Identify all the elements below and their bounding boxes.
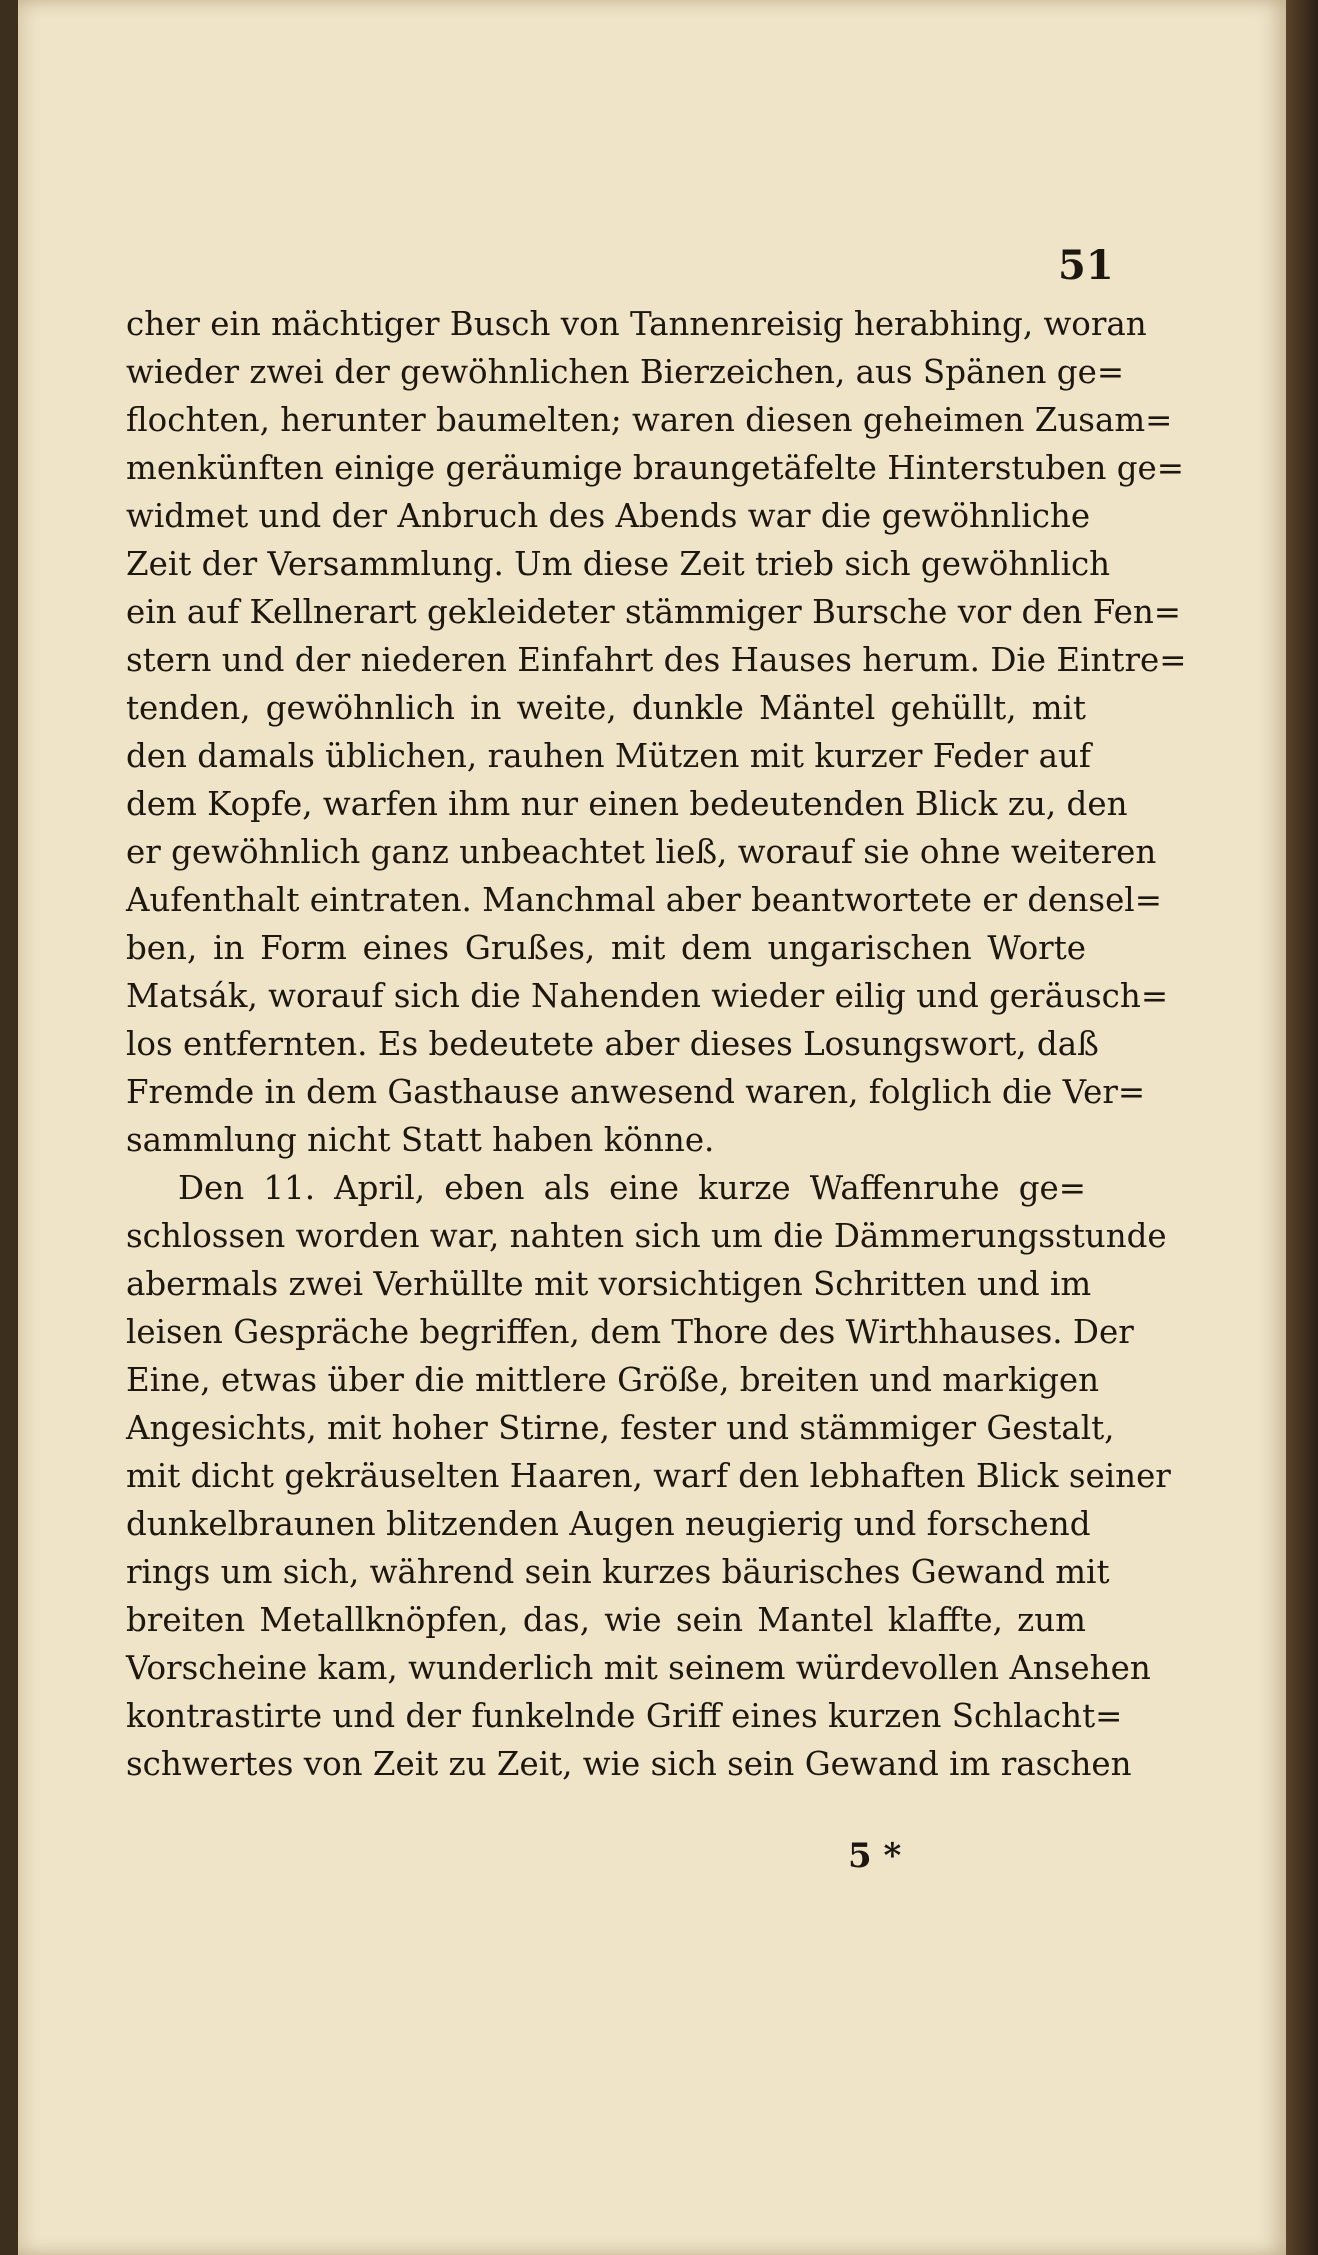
book-edge bbox=[1286, 0, 1318, 2255]
text-line: Fremde in dem Gasthause anwesend waren, folglich die Ver= bbox=[126, 1073, 1146, 1111]
text-line: Eine, etwas über die mittlere Größe, breiten und markigen bbox=[126, 1361, 1100, 1399]
book-page bbox=[18, 0, 1286, 2255]
text-line: Aufenthalt eintraten. Manchmal aber beantwortete er densel= bbox=[126, 881, 1162, 919]
text-line: den damals üblichen, rauhen Mützen mit kurzer Feder auf bbox=[126, 737, 1091, 775]
text-line: los entfernten. Es bedeutete aber dieses Losungswort, daß bbox=[126, 1025, 1099, 1063]
text-line: kontrastirte und der funkelnde Griff eines kurzen Schlacht= bbox=[126, 1697, 1123, 1735]
text-line: Angesichts, mit hoher Stirne, fester und stämmiger Gestalt, bbox=[126, 1409, 1115, 1447]
page-number: 51 bbox=[1058, 242, 1114, 289]
text-line: abermals zwei Verhüllte mit vorsichtigen Schritten und im bbox=[126, 1265, 1092, 1303]
text-line: schwertes von Zeit zu Zeit, wie sich sein Gewand im raschen bbox=[126, 1745, 1132, 1783]
text-line: widmet und der Anbruch des Abends war die gewöhnliche bbox=[126, 497, 1091, 535]
text-line: Vorscheine kam, wunderlich mit seinem würdevollen Ansehen bbox=[126, 1649, 1151, 1687]
text-line: Matsák, worauf sich die Nahenden wieder eilig und geräusch= bbox=[126, 977, 1169, 1015]
text-line: schlossen worden war, nahten sich um die Dämmerungsstunde bbox=[126, 1217, 1167, 1255]
text-line: cher ein mächtiger Busch von Tannenreisig herabhing, woran bbox=[126, 305, 1147, 343]
text-line: dunkelbraunen blitzenden Augen neugierig und forschend bbox=[126, 1505, 1091, 1543]
text-line: Zeit der Versammlung. Um diese Zeit trieb sich gewöhnlich bbox=[126, 545, 1111, 583]
text-line: dem Kopfe, warfen ihm nur einen bedeutenden Blick zu, den bbox=[126, 785, 1128, 823]
text-line: ein auf Kellnerart gekleideter stämmiger Bursche vor den Fen= bbox=[126, 593, 1181, 631]
text-line: mit dicht gekräuselten Haaren, warf den lebhaften Blick seiner bbox=[126, 1457, 1171, 1495]
text-line: breiten Metallknöpfen, das, wie sein Mantel klaffte, zum bbox=[126, 1601, 1086, 1639]
signature-mark: 5 * bbox=[848, 1836, 902, 1876]
text-line: er gewöhnlich ganz unbeachtet ließ, worauf sie ohne weiteren bbox=[126, 833, 1157, 871]
body-text bbox=[126, 300, 1187, 1788]
text-line: menkünften einige geräumige braungetäfelte Hinterstuben ge= bbox=[126, 449, 1184, 487]
text-line: wieder zwei der gewöhnlichen Bierzeichen, aus Spänen ge= bbox=[126, 353, 1125, 391]
text-line: ben, in Form eines Grußes, mit dem ungarischen Worte bbox=[126, 929, 1086, 967]
text-line: flochten, herunter baumelten; waren diesen geheimen Zusam= bbox=[126, 401, 1173, 439]
text-line: Den 11. April, eben als eine kurze Waffenruhe ge= bbox=[178, 1169, 1086, 1207]
text-line: stern und der niederen Einfahrt des Hauses herum. Die Eintre= bbox=[126, 641, 1187, 679]
text-line: leisen Gespräche begriffen, dem Thore des Wirthhauses. Der bbox=[126, 1313, 1134, 1351]
text-line: sammlung nicht Statt haben könne. bbox=[126, 1121, 715, 1159]
text-line: tenden, gewöhnlich in weite, dunkle Mäntel gehüllt, mit bbox=[126, 689, 1086, 727]
text-line: rings um sich, während sein kurzes bäurisches Gewand mit bbox=[126, 1553, 1110, 1591]
